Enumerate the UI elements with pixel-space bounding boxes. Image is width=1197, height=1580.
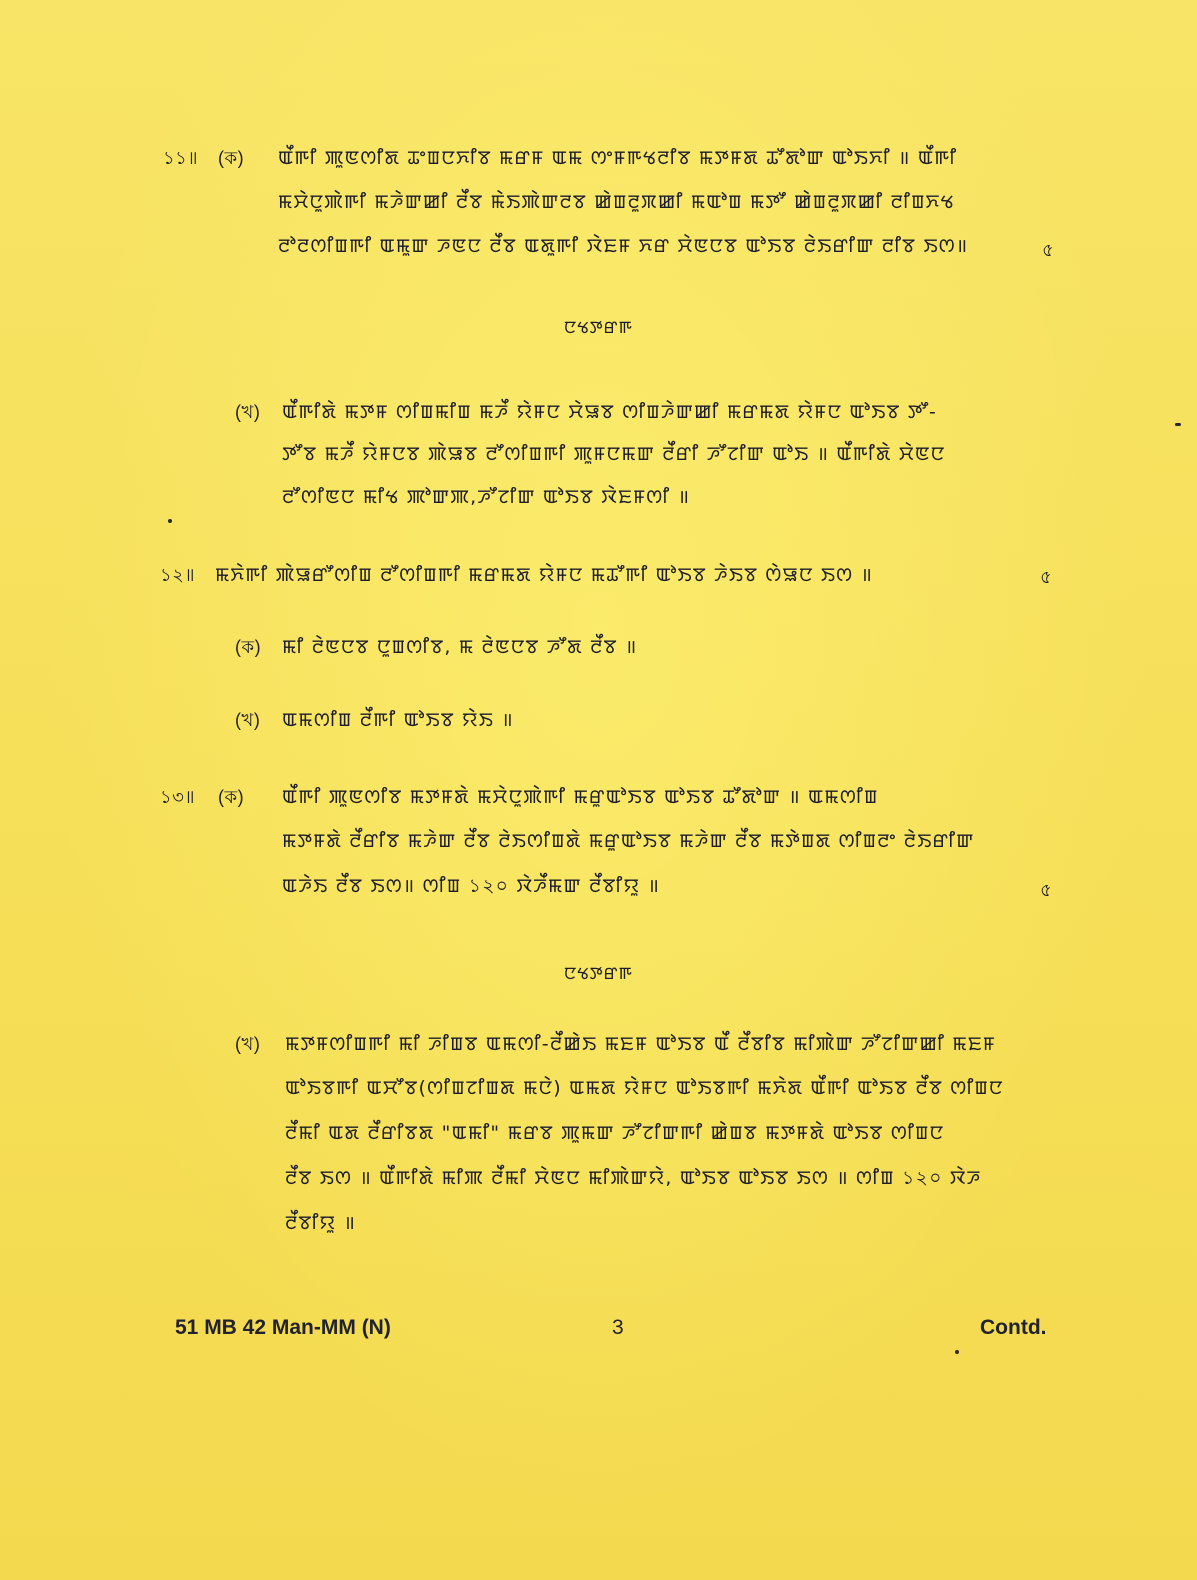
option-label: (ক) xyxy=(235,637,262,657)
question-line: ꯇꯧꯕ ꯃꯍꯩ ꯌꯥꯝꯅꯕ ꯄꯥꯎꯕ ꯂꯧꯁꯤꯡꯒꯤ ꯄꯨꯝꯅꯃꯛ ꯂꯩꯔꯤ ꯍꯧꯖꯤꯛ ꯑꯣꯏ ॥ ꯑꯩꯒꯤꯗꯥ ꯆꯥꯟꯅ xyxy=(282,443,946,465)
option-text: ꯑꯃꯁꯤꯡ ꯂꯩꯒꯤ ꯑꯣꯏꯕ ꯌꯥꯏ ॥ xyxy=(282,709,514,731)
scan-speck xyxy=(1175,423,1181,426)
question-line: ꯂꯩꯕ ꯏꯁ ॥ ꯑꯩꯒꯤꯗꯥ ꯃꯤꯄ ꯂꯩꯃꯤ ꯆꯥꯟꯅ ꯃꯤꯄꯥꯛꯌꯥ, ꯑꯣꯏꯕ ꯑꯣꯏꯕ ꯏꯁ ॥ ꯁꯤꯡ ১২০ ꯋꯥꯍ xyxy=(285,1167,982,1189)
or-heading: ꯅꯠꯇꯔꯒ xyxy=(564,318,633,338)
question-number: ১২॥ xyxy=(160,565,196,585)
question-line: ꯂꯩꯃꯤ ꯑꯗ ꯂꯩꯔꯤꯕꯗ "ꯑꯃꯤ" ꯃꯔꯕ ꯄꯨꯃꯛ ꯍꯧꯖꯤꯛꯒꯤ ꯀꯥꯡꯕ ꯃꯇꯝꯗꯥ ꯑꯣꯏꯕ ꯁꯤꯡꯅ xyxy=(285,1122,945,1144)
question-line: ꯑꯣꯏꯕꯒꯤ ꯑꯆꯧꯕ(ꯁꯤꯡꯖꯤꯡꯗ ꯃꯅꯥ) ꯑꯃꯗ ꯌꯥꯝꯅ ꯑꯣꯏꯕꯒꯤ ꯃꯈꯥꯗ ꯑꯩꯒꯤ ꯑꯣꯏꯕ ꯂꯩꯕ ꯁꯤꯡꯅ xyxy=(285,1077,1004,1099)
option-label: (ক) xyxy=(218,787,245,807)
continued-label: Contd. xyxy=(980,1316,1047,1339)
question-line: ꯂꯩꯕꯤꯌꯨ ॥ xyxy=(285,1212,357,1234)
option-label: (ক) xyxy=(218,148,245,168)
question-line: ꯃꯈꯥꯒꯤ ꯄꯥꯎꯔꯧꯁꯤꯡ ꯂꯧꯁꯤꯡꯒꯤ ꯃꯔꯃꯗ ꯌꯥꯝꯅ ꯃꯊꯧꯒꯤ ꯑꯣꯏꯕ ꯍꯥꯏꯕ ꯁꯥꯎꯅ ꯏꯁ ॥ xyxy=(215,564,874,586)
marks: ৫ xyxy=(1040,880,1052,900)
question-line: ꯑꯍꯥꯏ ꯂꯩꯕ ꯏꯁ॥ ꯁꯤꯡ ১২০ ꯋꯥꯍꯩꯃꯛ ꯂꯩꯕꯤꯌꯨ ॥ xyxy=(282,875,661,897)
page-number: 3 xyxy=(612,1316,624,1339)
question-line: ꯃꯆꯥꯅꯨꯄꯥꯒꯤ ꯃꯍꯥꯛꯀꯤ ꯂꯩꯕ ꯃꯥꯏꯄꯥꯛꯂꯕ ꯀꯥꯡꯂꯨꯞꯀꯤ ꯃꯑꯣꯡ ꯃꯇꯧ ꯀꯥꯡꯂꯨꯞꯀꯤ ꯂꯤꯡꯈꯠ xyxy=(278,191,955,213)
question-line: ꯃꯇꯝꯗꯥ ꯂꯩꯔꯤꯕ ꯃꯍꯥꯛ ꯂꯩꯕ ꯂꯥꯏꯁꯤꯡꯗꯥ ꯃꯔꯨꯑꯣꯏꯕ ꯃꯍꯥꯛ ꯂꯩꯕ ꯃꯇꯥꯡꯗ ꯁꯤꯡꯂꯦ ꯂꯥꯏꯔꯤꯛ xyxy=(282,830,975,852)
question-line: ꯑꯩꯒꯤꯗꯥ ꯃꯇꯝ ꯁꯤꯡꯃꯤꯡ ꯃꯍꯩ ꯌꯥꯝꯅ ꯆꯥꯎꯕ ꯁꯤꯡꯍꯥꯛꯀꯤ ꯃꯔꯃꯗ ꯌꯥꯝꯅ ꯑꯣꯏꯕ ꯇꯧ- xyxy=(282,401,938,423)
question-line: ꯃꯇꯝꯁꯤꯡꯒꯤ ꯃꯤ ꯍꯤꯡꯕ ꯑꯃꯁꯤ-ꯂꯩꯀꯥꯏ ꯃꯐꯝ ꯑꯣꯏꯕ ꯑꯩ ꯂꯩꯕꯤꯕ ꯃꯤꯄꯥꯛ ꯍꯧꯖꯤꯛꯀꯤ ꯃꯐꯝ xyxy=(285,1033,997,1055)
question-line: ꯂꯧꯁꯤꯟꯅ ꯃꯤꯠ ꯄꯣꯛꯄ,ꯍꯧꯖꯤꯛ ꯑꯣꯏꯕ ꯋꯥꯐꯝꯁꯤ ॥ xyxy=(282,486,691,508)
question-number: ১১॥ xyxy=(163,148,199,168)
marks: ৫ xyxy=(1040,567,1052,587)
option-label: (খ) xyxy=(235,1034,261,1054)
scan-speck xyxy=(955,1350,959,1354)
question-number: ১৩॥ xyxy=(160,787,196,807)
question-line: ꯂꯣꯂꯁꯤꯡꯒꯤ ꯑꯃꯨꯛ ꯍꯟꯅ ꯂꯩꯕ ꯑꯗꯨꯒꯤ ꯋꯥꯐꯝ ꯈꯔ ꯆꯥꯟꯅꯕ ꯑꯣꯏꯕ ꯂꯥꯏꯔꯤꯛ ꯂꯤꯕ ꯏꯁ॥ xyxy=(278,235,969,257)
question-line: ꯑꯩꯒꯤ ꯄꯨꯟꯁꯤꯗ ꯊꯦꯡꯅꯈꯤꯕ ꯃꯔꯝ ꯑꯃ ꯁꯦꯝꯒꯠꯂꯤꯕ ꯃꯇꯝꯗ ꯊꯧꯗꯣꯛ ꯑꯣꯏꯈꯤ ॥ ꯑꯩꯒꯤ xyxy=(278,147,958,169)
option-label: (খ) xyxy=(235,710,261,730)
marks: ৫ xyxy=(1042,240,1054,260)
scan-speck xyxy=(168,519,172,523)
question-line: ꯑꯩꯒꯤ ꯄꯨꯟꯁꯤꯕ ꯃꯇꯝꯗꯥ ꯃꯆꯥꯅꯨꯄꯥꯒꯤ ꯃꯔꯨꯑꯣꯏꯕ ꯑꯣꯏꯕ ꯊꯧꯗꯣꯛ ॥ ꯑꯃꯁꯤꯡ xyxy=(282,786,879,808)
or-heading: ꯅꯠꯇꯔꯒ xyxy=(564,964,633,984)
option-label: (খ) xyxy=(235,402,261,422)
paper-code: 51 MB 42 Man-MM (N) xyxy=(175,1316,391,1339)
option-text: ꯃꯤ ꯂꯥꯟꯅꯕ ꯅꯨꯡꯁꯤꯕ, ꯃ ꯂꯥꯟꯅꯕ ꯍꯧꯗ ꯂꯩꯕ ॥ xyxy=(282,636,638,658)
